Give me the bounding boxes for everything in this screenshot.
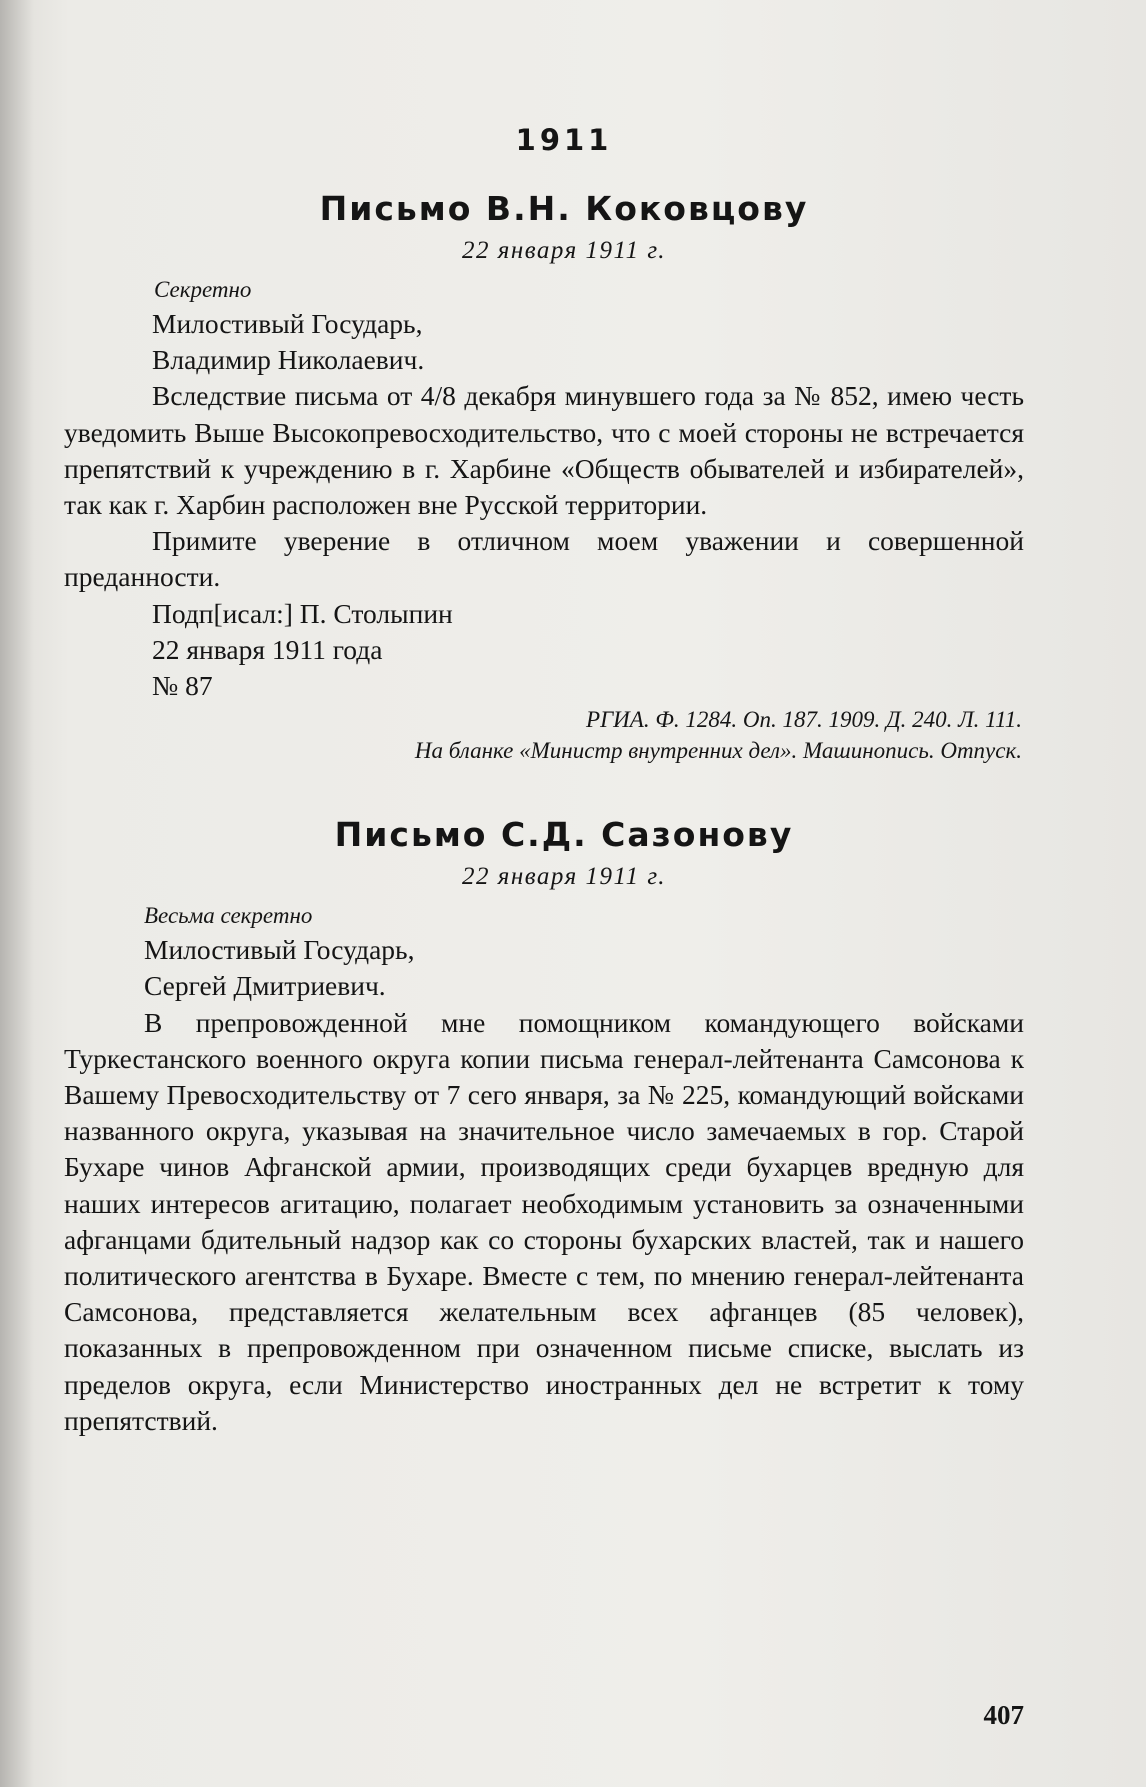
- archive-source-note: На бланке «Министр внутренних дел». Машинопись. Отпуск.: [414, 738, 1022, 764]
- signature-line: № 87: [152, 670, 213, 702]
- signature-line: 22 января 1911 года: [152, 633, 383, 665]
- page-content: [64, 118, 1024, 1439]
- letter-date: 22 января 1911 г.: [461, 237, 667, 264]
- letter-date: 22 января 1911 г.: [461, 863, 667, 891]
- body-paragraph: Примите уверение в отличном моем уважении и совершенной преданности.: [64, 525, 1024, 593]
- letter-title: Письмо С.Д. Сазонову: [334, 815, 794, 855]
- letter-title: Письмо В.Н. Коковцову: [319, 189, 809, 228]
- letter-sazonov: [64, 810, 1024, 1439]
- year-heading: 1911: [515, 123, 613, 157]
- salutation-line: Милостивый Государь,: [144, 934, 415, 966]
- letter-kokovtsov: [64, 184, 1024, 766]
- secrecy-mark: Секретно: [154, 277, 252, 302]
- secrecy-mark: Весьма секретно: [144, 903, 313, 929]
- salutation-line: Сергей Дмитриевич.: [144, 970, 386, 1002]
- signature-line: Подп[исал:] П. Столыпин: [152, 597, 453, 629]
- archive-source: РГИА. Ф. 1284. Оп. 187. 1909. Д. 240. Л. 111.: [586, 707, 1022, 733]
- salutation-line: Владимир Николаевич.: [152, 344, 425, 376]
- page-number: 407: [983, 1700, 1024, 1730]
- body-paragraph: В препровожденной мне помощником командующего войсками Туркестанского военного округа копии письма генерал-лейтенанта Самсонова к Вашему Превосходительству от 7 сего января, за № 225, командующий войсками названного округа, указывая на значительное число замечаемых в гор. Старой Бухаре чинов Афганской армии, производящих среди бухарцев вредную для наших интересов агитацию, полагает необходимым установить за означенными афганцами бдительный надзор как со стороны бухарских властей, так и нашего политического агентства в Бухаре. Вместе с тем, по мнению генерал-лейтенанта Самсонова, представляется желательным всех афганцев (85 человек), показанных в препровожденном при означенном письме списке, выслать из пределов округа, если Министерство иностранных дел не встретит к тому препятствий.: [64, 1006, 1024, 1436]
- body-paragraph: Вследствие письма от 4/8 декабря минувшего года за № 852, имею честь уведомить Выше Высокопревосходительство, что с моей стороны не встречается препятствий к учреждению в г. Харбине «Обществ обывателей и избирателей», так как г. Харбин расположен вне Русской территории.: [64, 380, 1024, 521]
- spine-shadow: [0, 0, 34, 1787]
- salutation-line: Милостивый Государь,: [152, 308, 423, 339]
